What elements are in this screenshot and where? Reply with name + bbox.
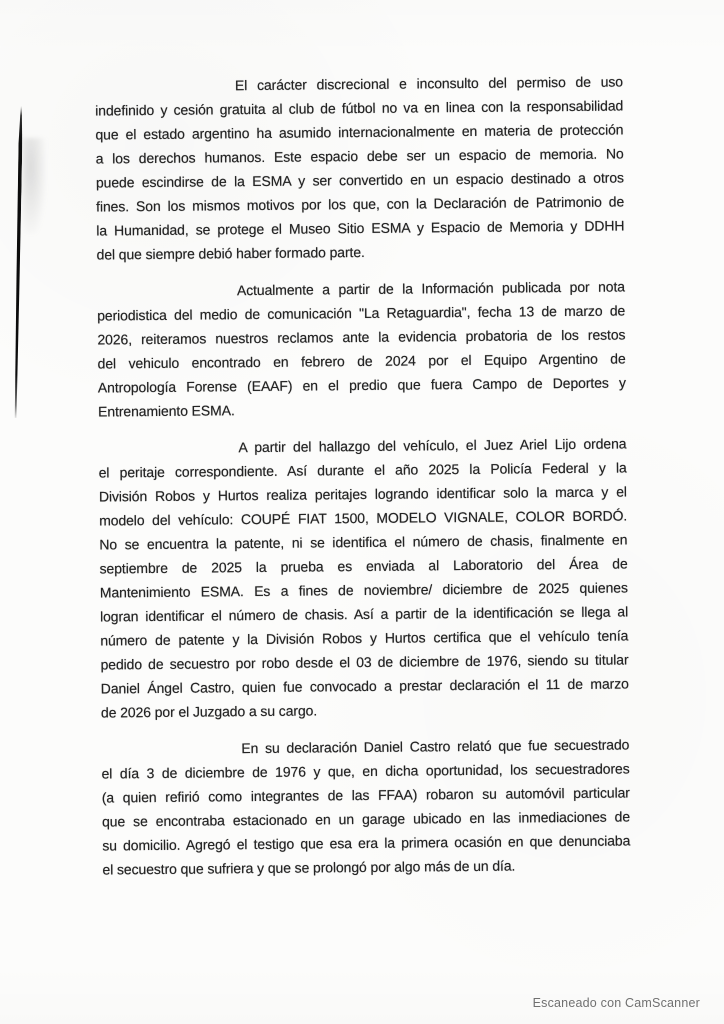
text-line: puede escindirse de la ESMA y ser convertido en un espacio destinado a otros	[95, 169, 624, 191]
camscanner-credit: Escaneado con CamScanner	[532, 996, 700, 1010]
text-line: modelo del vehículo: COUPÉ FIAT 1500, MODELO VIGNALE, COLOR BORDÓ.	[99, 507, 628, 529]
text-line: del que siempre debió haber formado parte.	[96, 243, 365, 263]
text-line: periodistica del medio de comunicación "La Retaguardia", fecha 13 de marzo de	[97, 302, 626, 324]
document-body	[95, 69, 631, 894]
paragraph	[98, 431, 629, 724]
text-line: número de patente y la División Robos y Hurtos certifica que el vehículo tenía	[100, 627, 629, 649]
text-line: fines. Son los mismos motivos por los que, con la Declaración de Patrimonio de	[96, 193, 625, 215]
text-line: No se encuentra la patente, ni se identifica el número de chasis, finalmente en	[99, 531, 628, 553]
text-line: la Humanidad, se protege el Museo Sitio ESMA y Espacio de Memoria y DDHH	[96, 217, 625, 239]
text-line: de 2026 por el Juzgado a su cargo.	[100, 702, 318, 721]
text-line: 2026, reiteramos nuestros reclamos ante la evidencia probatoria de los restos	[97, 326, 626, 348]
text-line: a los derechos humanos. Este espacio debe ser un espacio de memoria. No	[95, 145, 624, 167]
text-line: que el estado argentino ha asumido internacionalmente en materia de protección	[95, 121, 624, 143]
text-line: pedido de secuestro por robo desde el 03 de diciembre de 1976, siendo su titular	[100, 651, 629, 673]
text-line: el secuestro que sufriera y que se prolongó por algo más de un día.	[102, 857, 516, 878]
paragraph	[97, 274, 626, 423]
text-line: el día 3 de diciembre de 1976 y que, en dicha oportunidad, los secuestradores	[101, 760, 630, 782]
text-line: División Robos y Hurtos realiza peritajes logrando identificar solo la marca y el	[98, 483, 627, 505]
text-line: indefinido y cesión gratuita al club de fútbol no va en linea con la responsabilidad	[95, 97, 624, 119]
text-line: septiembre de 2025 la prueba es enviada al Laboratorio del Área de	[99, 555, 628, 577]
text-line: Mantenimiento ESMA. Es a fines de noviembre/ diciembre de 2025 quienes	[99, 579, 628, 601]
text-line: A partir del hallazgo del vehículo, el Juez Ariel Lijo ordena	[238, 435, 627, 456]
text-line: su domicilio. Agregó el testigo que esa era la primera ocasión en que denunciaba	[102, 832, 631, 854]
paragraph	[101, 732, 630, 881]
text-line: el peritaje correspondiente. Así durante el año 2025 la Policía Federal y la	[98, 459, 627, 481]
text-line: logran identificar el número de chasis. Así a partir de la identificación se llega al	[99, 603, 629, 625]
text-line: (a quien refirió como integrantes de las FFAA) robaron su automóvil particular	[101, 784, 630, 806]
text-line: que se encontraba estacionado en un garage ubicado en las inmediaciones de	[101, 808, 631, 830]
text-line: Daniel Ángel Castro, quien fue convocado a prestar declaración el 11 de marzo	[100, 675, 629, 697]
text-line: El carácter discrecional e inconsulto del permiso de uso	[234, 73, 624, 94]
text-line: Entrenamiento ESMA.	[98, 402, 235, 420]
text-line: del vehiculo encontrado en febrero de 2024 por el Equipo Argentino de	[97, 350, 626, 372]
scan-smudge-artifact	[22, 138, 46, 234]
text-line: Actualmente a partir de la Información publicada por nota	[236, 278, 625, 299]
paragraph	[95, 69, 625, 266]
text-line: Antropología Forense (EAAF) en el predio que fuera Campo de Deportes y	[97, 374, 626, 396]
text-line: En su declaración Daniel Castro relató que fue secuestrado	[241, 736, 630, 757]
